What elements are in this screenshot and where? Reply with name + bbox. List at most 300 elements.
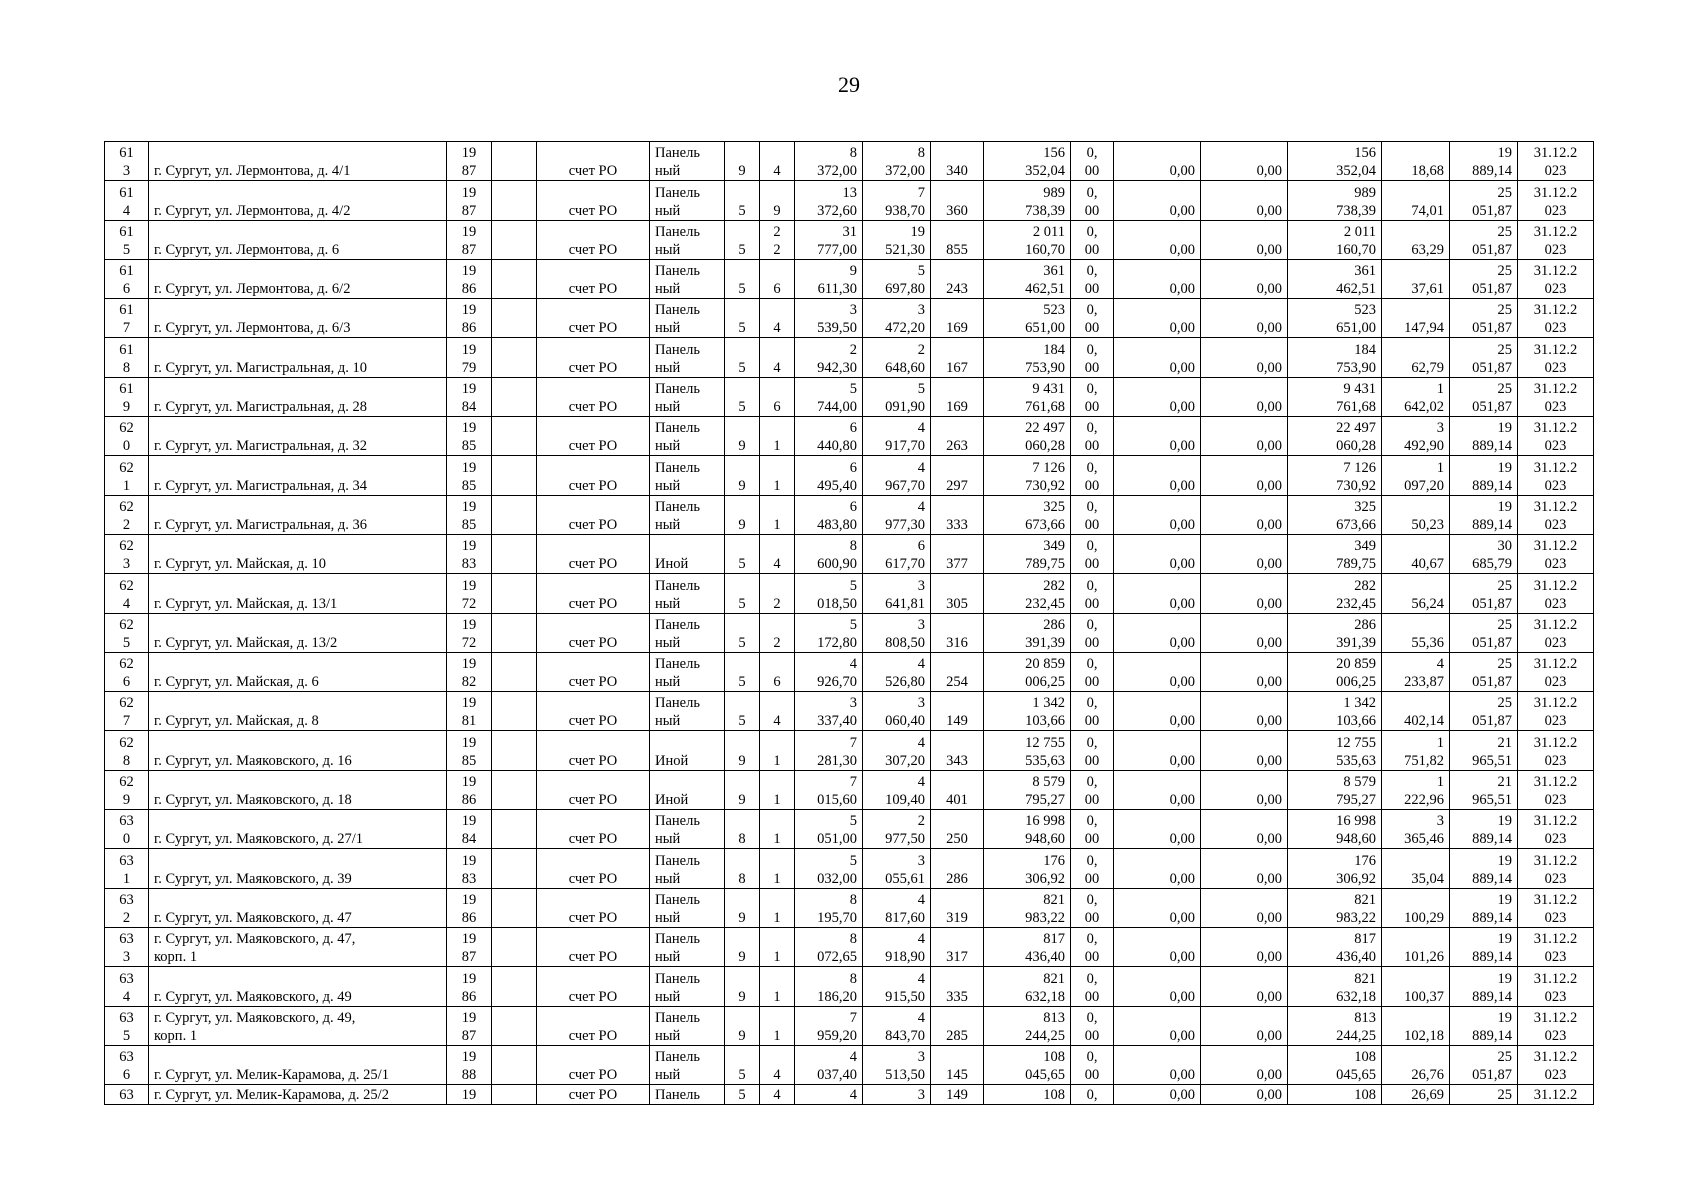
row-number-cell: 62 3	[105, 534, 149, 573]
cost-per-sqm-cell: 50,23	[1382, 495, 1450, 534]
cost-limit-cell: 25 051,87	[1450, 181, 1518, 220]
residents-cell: 377	[931, 534, 984, 573]
entrances-cell: 4	[760, 1085, 795, 1105]
account-type-cell: счет РО	[537, 849, 650, 888]
address-cell: г. Сургут, ул. Лермонтова, д. 6/3	[149, 299, 447, 338]
build-year-cell: 19 84	[447, 810, 492, 849]
cost-owners-cell: 12 755 535,63	[1288, 731, 1382, 770]
residents-cell: 401	[931, 770, 984, 809]
table-row	[105, 1006, 1594, 1045]
residents-cell: 855	[931, 220, 984, 259]
cost-owners-cell: 989 738,39	[1288, 181, 1382, 220]
cost-owners-cell: 156 352,04	[1288, 142, 1382, 181]
cost-total-cell: 349 789,75	[984, 534, 1071, 573]
address-cell: г. Сургут, ул. Маяковского, д. 47	[149, 888, 447, 927]
cost-per-sqm-cell: 18,68	[1382, 142, 1450, 181]
floors-cell: 9	[725, 770, 760, 809]
wall-material-cell: Панель ный	[650, 849, 725, 888]
entrances-cell: 6	[760, 259, 795, 298]
cost-limit-cell: 19 889,14	[1450, 810, 1518, 849]
table-row	[105, 574, 1594, 613]
floors-cell: 5	[725, 1085, 760, 1105]
deadline-cell: 31.12.2 023	[1518, 534, 1594, 573]
floors-cell: 5	[725, 181, 760, 220]
account-type-cell: счет РО	[537, 888, 650, 927]
cost-local-cell: 0,00	[1201, 849, 1288, 888]
cost-owners-cell: 2 011 160,70	[1288, 220, 1382, 259]
cost-limit-cell: 25 051,87	[1450, 1045, 1518, 1084]
cost-local-cell: 0,00	[1201, 142, 1288, 181]
entrances-cell: 1	[760, 456, 795, 495]
residential-area-cell: 19 521,30	[863, 220, 931, 259]
cost-share-cell: 0, 00	[1071, 927, 1114, 966]
table-row	[105, 181, 1594, 220]
residential-area-cell: 2 977,50	[863, 810, 931, 849]
cost-local-cell: 0,00	[1201, 1045, 1288, 1084]
residents-cell: 286	[931, 849, 984, 888]
cost-share-cell: 0, 00	[1071, 1006, 1114, 1045]
cost-total-cell: 7 126 730,92	[984, 456, 1071, 495]
blank-cell	[492, 1085, 537, 1105]
cost-total-cell: 20 859 006,25	[984, 652, 1071, 691]
blank-cell	[492, 810, 537, 849]
cost-total-cell: 2 011 160,70	[984, 220, 1071, 259]
account-type-cell: счет РО	[537, 181, 650, 220]
build-year-cell: 19 87	[447, 220, 492, 259]
cost-per-sqm-cell: 1 222,96	[1382, 770, 1450, 809]
cost-owners-cell: 184 753,90	[1288, 338, 1382, 377]
cost-local-cell: 0,00	[1201, 1006, 1288, 1045]
table-row	[105, 810, 1594, 849]
floors-cell: 8	[725, 810, 760, 849]
residents-cell: 305	[931, 574, 984, 613]
residents-cell: 169	[931, 299, 984, 338]
blank-cell	[492, 888, 537, 927]
entrances-cell: 4	[760, 142, 795, 181]
page-number: 29	[838, 72, 860, 97]
table-row	[105, 770, 1594, 809]
table-row	[105, 888, 1594, 927]
entrances-cell: 6	[760, 652, 795, 691]
build-year-cell: 19 86	[447, 299, 492, 338]
account-type-cell: счет РО	[537, 534, 650, 573]
build-year-cell: 19 83	[447, 534, 492, 573]
cost-share-cell: 0, 00	[1071, 613, 1114, 652]
cost-share-cell: 0, 00	[1071, 849, 1114, 888]
residential-area-cell: 8 372,00	[863, 142, 931, 181]
blank-cell	[492, 967, 537, 1006]
address-cell: г. Сургут, ул. Магистральная, д. 32	[149, 417, 447, 456]
build-year-cell: 19 87	[447, 1006, 492, 1045]
deadline-cell: 31.12.2 023	[1518, 1045, 1594, 1084]
cost-total-cell: 176 306,92	[984, 849, 1071, 888]
cost-budget-cell: 0,00	[1114, 849, 1201, 888]
cost-limit-cell: 19 889,14	[1450, 417, 1518, 456]
cost-share-cell: 0,	[1071, 1085, 1114, 1105]
residents-cell: 250	[931, 810, 984, 849]
blank-cell	[492, 259, 537, 298]
row-number-cell: 62 5	[105, 613, 149, 652]
floors-cell: 9	[725, 927, 760, 966]
wall-material-cell: Панель ный	[650, 1045, 725, 1084]
entrances-cell: 1	[760, 495, 795, 534]
address-cell: г. Сургут, ул. Майская, д. 13/1	[149, 574, 447, 613]
account-type-cell: счет РО	[537, 613, 650, 652]
cost-owners-cell: 286 391,39	[1288, 613, 1382, 652]
address-cell: г. Сургут, ул. Маяковского, д. 39	[149, 849, 447, 888]
total-area-cell: 31 777,00	[795, 220, 863, 259]
cost-limit-cell: 19 889,14	[1450, 888, 1518, 927]
residents-cell: 243	[931, 259, 984, 298]
build-year-cell: 19 85	[447, 417, 492, 456]
blank-cell	[492, 574, 537, 613]
address-cell: г. Сургут, ул. Маяковского, д. 18	[149, 770, 447, 809]
cost-limit-cell: 21 965,51	[1450, 770, 1518, 809]
address-cell: г. Сургут, ул. Магистральная, д. 36	[149, 495, 447, 534]
total-area-cell: 13 372,60	[795, 181, 863, 220]
entrances-cell: 1	[760, 888, 795, 927]
floors-cell: 9	[725, 456, 760, 495]
deadline-cell: 31.12.2 023	[1518, 456, 1594, 495]
wall-material-cell: Панель ный	[650, 142, 725, 181]
table-row	[105, 417, 1594, 456]
residents-cell: 340	[931, 142, 984, 181]
residential-area-cell: 4 917,70	[863, 417, 931, 456]
floors-cell: 5	[725, 534, 760, 573]
cost-total-cell: 989 738,39	[984, 181, 1071, 220]
cost-share-cell: 0, 00	[1071, 299, 1114, 338]
build-year-cell: 19 82	[447, 652, 492, 691]
residential-area-cell: 6 617,70	[863, 534, 931, 573]
floors-cell: 5	[725, 613, 760, 652]
cost-share-cell: 0, 00	[1071, 456, 1114, 495]
cost-share-cell: 0, 00	[1071, 181, 1114, 220]
cost-total-cell: 1 342 103,66	[984, 692, 1071, 731]
blank-cell	[492, 142, 537, 181]
wall-material-cell: Иной	[650, 534, 725, 573]
deadline-cell: 31.12.2 023	[1518, 181, 1594, 220]
blank-cell	[492, 299, 537, 338]
residents-cell: 316	[931, 613, 984, 652]
build-year-cell: 19 72	[447, 613, 492, 652]
residential-area-cell: 4 967,70	[863, 456, 931, 495]
total-area-cell: 5 172,80	[795, 613, 863, 652]
blank-cell	[492, 220, 537, 259]
cost-total-cell: 108 045,65	[984, 1045, 1071, 1084]
deadline-cell: 31.12.2 023	[1518, 692, 1594, 731]
cost-total-cell: 286 391,39	[984, 613, 1071, 652]
floors-cell: 5	[725, 220, 760, 259]
address-cell: г. Сургут, ул. Майская, д. 6	[149, 652, 447, 691]
cost-per-sqm-cell: 1 097,20	[1382, 456, 1450, 495]
build-year-cell: 19 86	[447, 770, 492, 809]
entrances-cell: 1	[760, 849, 795, 888]
floors-cell: 5	[725, 692, 760, 731]
wall-material-cell: Панель ный	[650, 1006, 725, 1045]
entrances-cell: 1	[760, 810, 795, 849]
cost-owners-cell: 8 579 795,27	[1288, 770, 1382, 809]
account-type-cell: счет РО	[537, 1006, 650, 1045]
cost-per-sqm-cell: 101,26	[1382, 927, 1450, 966]
cost-budget-cell: 0,00	[1114, 456, 1201, 495]
blank-cell	[492, 652, 537, 691]
build-year-cell: 19 72	[447, 574, 492, 613]
residential-area-cell: 2 648,60	[863, 338, 931, 377]
cost-per-sqm-cell: 102,18	[1382, 1006, 1450, 1045]
table-row	[105, 142, 1594, 181]
cost-budget-cell: 0,00	[1114, 652, 1201, 691]
cost-total-cell: 361 462,51	[984, 259, 1071, 298]
cost-limit-cell: 25 051,87	[1450, 220, 1518, 259]
cost-budget-cell: 0,00	[1114, 299, 1201, 338]
housing-registry-table	[104, 141, 1594, 1105]
row-number-cell: 61 9	[105, 377, 149, 416]
cost-owners-cell: 361 462,51	[1288, 259, 1382, 298]
entrances-cell: 4	[760, 1045, 795, 1084]
residents-cell: 149	[931, 1085, 984, 1105]
deadline-cell: 31.12.2 023	[1518, 417, 1594, 456]
table-row	[105, 967, 1594, 1006]
blank-cell	[492, 181, 537, 220]
cost-per-sqm-cell: 4 233,87	[1382, 652, 1450, 691]
account-type-cell: счет РО	[537, 142, 650, 181]
build-year-cell: 19 81	[447, 692, 492, 731]
deadline-cell: 31.12.2 023	[1518, 927, 1594, 966]
cost-owners-cell: 16 998 948,60	[1288, 810, 1382, 849]
account-type-cell: счет РО	[537, 692, 650, 731]
cost-total-cell: 282 232,45	[984, 574, 1071, 613]
account-type-cell: счет РО	[537, 456, 650, 495]
cost-per-sqm-cell: 56,24	[1382, 574, 1450, 613]
floors-cell: 5	[725, 299, 760, 338]
blank-cell	[492, 927, 537, 966]
row-number-cell: 63 4	[105, 967, 149, 1006]
cost-local-cell: 0,00	[1201, 652, 1288, 691]
residents-cell: 254	[931, 652, 984, 691]
cost-per-sqm-cell: 62,79	[1382, 338, 1450, 377]
cost-share-cell: 0, 00	[1071, 142, 1114, 181]
row-number-cell: 62 2	[105, 495, 149, 534]
residential-area-cell: 4 526,80	[863, 652, 931, 691]
cost-owners-cell: 821 632,18	[1288, 967, 1382, 1006]
deadline-cell: 31.12.2 023	[1518, 220, 1594, 259]
table-row	[105, 495, 1594, 534]
floors-cell: 5	[725, 1045, 760, 1084]
cost-limit-cell: 19 889,14	[1450, 967, 1518, 1006]
cost-per-sqm-cell: 26,69	[1382, 1085, 1450, 1105]
residents-cell: 285	[931, 1006, 984, 1045]
row-number-cell: 63 3	[105, 927, 149, 966]
deadline-cell: 31.12.2 023	[1518, 338, 1594, 377]
residents-cell: 169	[931, 377, 984, 416]
total-area-cell: 4 926,70	[795, 652, 863, 691]
cost-share-cell: 0, 00	[1071, 534, 1114, 573]
cost-local-cell: 0,00	[1201, 495, 1288, 534]
cost-budget-cell: 0,00	[1114, 1085, 1201, 1105]
deadline-cell: 31.12.2 023	[1518, 613, 1594, 652]
entrances-cell: 4	[760, 299, 795, 338]
deadline-cell: 31.12.2 023	[1518, 142, 1594, 181]
cost-owners-cell: 821 983,22	[1288, 888, 1382, 927]
build-year-cell: 19 85	[447, 495, 492, 534]
cost-owners-cell: 349 789,75	[1288, 534, 1382, 573]
residents-cell: 343	[931, 731, 984, 770]
residents-cell: 360	[931, 181, 984, 220]
cost-owners-cell: 1 342 103,66	[1288, 692, 1382, 731]
cost-owners-cell: 176 306,92	[1288, 849, 1382, 888]
residents-cell: 263	[931, 417, 984, 456]
cost-total-cell: 184 753,90	[984, 338, 1071, 377]
cost-share-cell: 0, 00	[1071, 259, 1114, 298]
table-row	[105, 299, 1594, 338]
cost-per-sqm-cell: 100,29	[1382, 888, 1450, 927]
cost-limit-cell: 25 051,87	[1450, 574, 1518, 613]
floors-cell: 9	[725, 888, 760, 927]
cost-local-cell: 0,00	[1201, 927, 1288, 966]
build-year-cell: 19 79	[447, 338, 492, 377]
cost-owners-cell: 108	[1288, 1085, 1382, 1105]
cost-owners-cell: 325 673,66	[1288, 495, 1382, 534]
residential-area-cell: 4 977,30	[863, 495, 931, 534]
blank-cell	[492, 456, 537, 495]
cost-share-cell: 0, 00	[1071, 495, 1114, 534]
cost-limit-cell: 25 051,87	[1450, 259, 1518, 298]
account-type-cell: счет РО	[537, 495, 650, 534]
cost-limit-cell: 25	[1450, 1085, 1518, 1105]
cost-total-cell: 12 755 535,63	[984, 731, 1071, 770]
entrances-cell: 2	[760, 613, 795, 652]
cost-limit-cell: 19 889,14	[1450, 456, 1518, 495]
total-area-cell: 6 495,40	[795, 456, 863, 495]
floors-cell: 9	[725, 967, 760, 1006]
cost-budget-cell: 0,00	[1114, 181, 1201, 220]
cost-limit-cell: 25 051,87	[1450, 338, 1518, 377]
cost-share-cell: 0, 00	[1071, 574, 1114, 613]
cost-limit-cell: 25 051,87	[1450, 299, 1518, 338]
cost-budget-cell: 0,00	[1114, 731, 1201, 770]
wall-material-cell: Панель ный	[650, 259, 725, 298]
wall-material-cell: Панель ный	[650, 220, 725, 259]
deadline-cell: 31.12.2 023	[1518, 652, 1594, 691]
row-number-cell: 62 9	[105, 770, 149, 809]
wall-material-cell: Панель ный	[650, 181, 725, 220]
total-area-cell: 5 018,50	[795, 574, 863, 613]
cost-budget-cell: 0,00	[1114, 888, 1201, 927]
cost-budget-cell: 0,00	[1114, 692, 1201, 731]
cost-share-cell: 0, 00	[1071, 967, 1114, 1006]
wall-material-cell: Панель ный	[650, 574, 725, 613]
cost-local-cell: 0,00	[1201, 574, 1288, 613]
build-year-cell: 19 87	[447, 181, 492, 220]
residents-cell: 297	[931, 456, 984, 495]
table-row	[105, 1045, 1594, 1084]
cost-per-sqm-cell: 100,37	[1382, 967, 1450, 1006]
row-number-cell: 62 0	[105, 417, 149, 456]
build-year-cell: 19 83	[447, 849, 492, 888]
table-row	[105, 731, 1594, 770]
address-cell: г. Сургут, ул. Маяковского, д. 27/1	[149, 810, 447, 849]
total-area-cell: 8 600,90	[795, 534, 863, 573]
residential-area-cell: 3 060,40	[863, 692, 931, 731]
wall-material-cell: Панель ный	[650, 299, 725, 338]
cost-limit-cell: 19 889,14	[1450, 142, 1518, 181]
entrances-cell: 1	[760, 967, 795, 1006]
cost-per-sqm-cell: 74,01	[1382, 181, 1450, 220]
cost-per-sqm-cell: 55,36	[1382, 613, 1450, 652]
residential-area-cell: 3 055,61	[863, 849, 931, 888]
entrances-cell: 1	[760, 417, 795, 456]
table-row	[105, 534, 1594, 573]
total-area-cell: 5 032,00	[795, 849, 863, 888]
build-year-cell: 19 85	[447, 731, 492, 770]
cost-per-sqm-cell: 147,94	[1382, 299, 1450, 338]
row-number-cell: 63 5	[105, 1006, 149, 1045]
residential-area-cell: 4 918,90	[863, 927, 931, 966]
cost-per-sqm-cell: 63,29	[1382, 220, 1450, 259]
cost-local-cell: 0,00	[1201, 338, 1288, 377]
row-number-cell: 63 2	[105, 888, 149, 927]
wall-material-cell: Панель ный	[650, 338, 725, 377]
cost-per-sqm-cell: 26,76	[1382, 1045, 1450, 1084]
wall-material-cell: Панель ный	[650, 652, 725, 691]
residents-cell: 335	[931, 967, 984, 1006]
build-year-cell: 19 85	[447, 456, 492, 495]
cost-limit-cell: 25 051,87	[1450, 613, 1518, 652]
residential-area-cell: 3 472,20	[863, 299, 931, 338]
blank-cell	[492, 1045, 537, 1084]
entrances-cell: 2 2	[760, 220, 795, 259]
cost-limit-cell: 19 889,14	[1450, 1006, 1518, 1045]
entrances-cell: 4	[760, 338, 795, 377]
residential-area-cell: 4 843,70	[863, 1006, 931, 1045]
deadline-cell: 31.12.2 023	[1518, 259, 1594, 298]
cost-limit-cell: 25 051,87	[1450, 692, 1518, 731]
cost-owners-cell: 282 232,45	[1288, 574, 1382, 613]
wall-material-cell: Панель ный	[650, 377, 725, 416]
entrances-cell: 9	[760, 181, 795, 220]
residential-area-cell: 4 915,50	[863, 967, 931, 1006]
deadline-cell: 31.12.2	[1518, 1085, 1594, 1105]
cost-limit-cell: 30 685,79	[1450, 534, 1518, 573]
residential-area-cell: 7 938,70	[863, 181, 931, 220]
deadline-cell: 31.12.2 023	[1518, 888, 1594, 927]
build-year-cell: 19 87	[447, 927, 492, 966]
table-row	[105, 1085, 1594, 1105]
table-row	[105, 613, 1594, 652]
cost-owners-cell: 817 436,40	[1288, 927, 1382, 966]
cost-local-cell: 0,00	[1201, 967, 1288, 1006]
total-area-cell: 5 744,00	[795, 377, 863, 416]
total-area-cell: 6 483,80	[795, 495, 863, 534]
address-cell: г. Сургут, ул. Майская, д. 13/2	[149, 613, 447, 652]
floors-cell: 5	[725, 574, 760, 613]
row-number-cell: 61 3	[105, 142, 149, 181]
row-number-cell: 63	[105, 1085, 149, 1105]
account-type-cell: счет РО	[537, 299, 650, 338]
account-type-cell: счет РО	[537, 1085, 650, 1105]
cost-local-cell: 0,00	[1201, 692, 1288, 731]
total-area-cell: 8 372,00	[795, 142, 863, 181]
deadline-cell: 31.12.2 023	[1518, 574, 1594, 613]
address-cell: г. Сургут, ул. Лермонтова, д. 4/2	[149, 181, 447, 220]
cost-limit-cell: 25 051,87	[1450, 377, 1518, 416]
cost-owners-cell: 7 126 730,92	[1288, 456, 1382, 495]
blank-cell	[492, 534, 537, 573]
blank-cell	[492, 495, 537, 534]
wall-material-cell: Панель ный	[650, 692, 725, 731]
total-area-cell: 4	[795, 1085, 863, 1105]
deadline-cell: 31.12.2 023	[1518, 731, 1594, 770]
